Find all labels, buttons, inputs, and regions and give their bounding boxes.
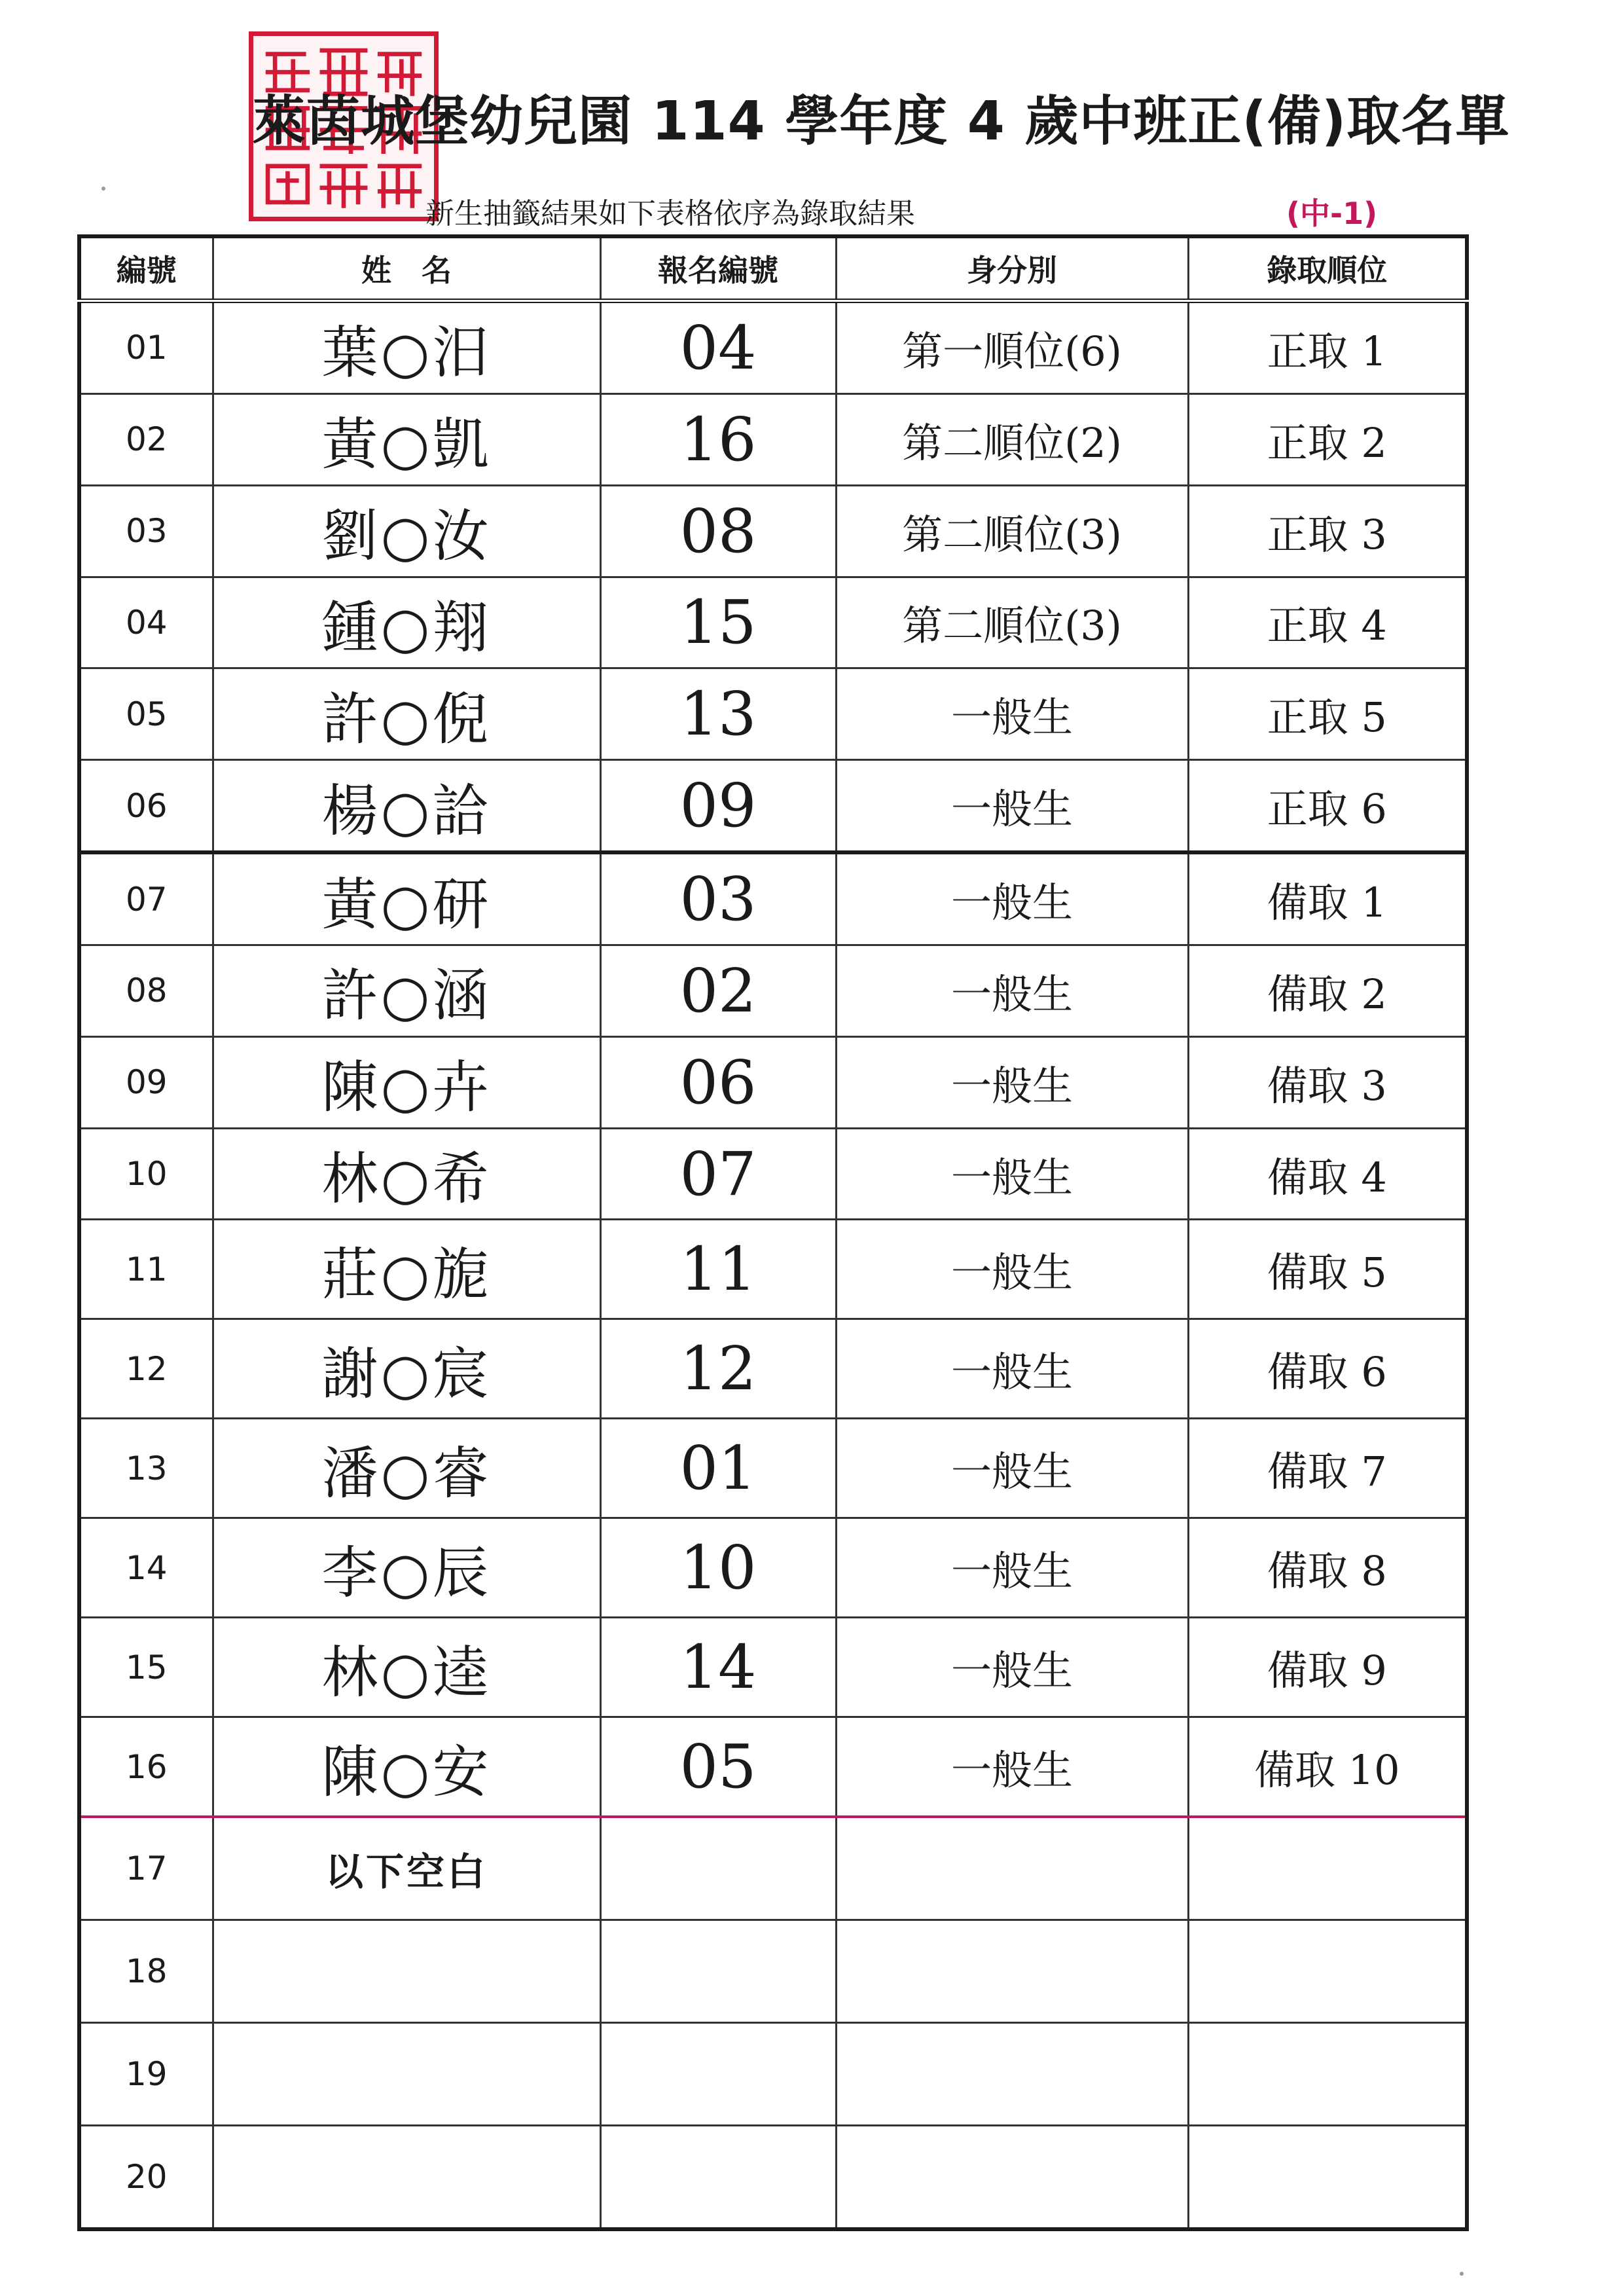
status-category: 一般生: [836, 1419, 1188, 1518]
table-header-row: [79, 236, 1467, 301]
status-category: 一般生: [836, 852, 1188, 945]
admission-rank: 正取 6: [1188, 760, 1467, 852]
student-name: 李○辰: [213, 1518, 600, 1618]
admission-rank: 正取 5: [1188, 668, 1467, 760]
registration-number: 12: [600, 1319, 836, 1419]
student-name: 許○倪: [213, 668, 600, 760]
registration-number: 09: [600, 760, 836, 852]
header-status: 身分別: [836, 236, 1188, 301]
empty-cell: [600, 2125, 836, 2229]
row-number: 16: [79, 1717, 213, 1817]
student-name: 許○涵: [213, 945, 600, 1036]
table-row: [79, 1036, 1467, 1128]
student-name: 林○希: [213, 1128, 600, 1220]
row-number: 05: [79, 668, 213, 760]
row-number: 19: [79, 2022, 213, 2125]
empty-cell: [836, 1920, 1188, 2022]
admission-rank: 備取 2: [1188, 945, 1467, 1036]
page-code: (中-1): [1286, 196, 1378, 231]
empty-cell: [600, 1920, 836, 2022]
empty-cell: [600, 2022, 836, 2125]
empty-cell: [836, 2022, 1188, 2125]
status-category: 一般生: [836, 1036, 1188, 1128]
empty-cell: [600, 1817, 836, 1920]
registration-number: 08: [600, 485, 836, 577]
registration-number: 13: [600, 668, 836, 760]
status-category: 一般生: [836, 668, 1188, 760]
header-registration: 報名編號: [600, 236, 836, 301]
student-name: 劉○汝: [213, 485, 600, 577]
empty-cell: [1188, 1817, 1467, 1920]
registration-number: 11: [600, 1220, 836, 1319]
row-number: 17: [79, 1817, 213, 1920]
status-category: 一般生: [836, 945, 1188, 1036]
table-row: [79, 668, 1467, 760]
admission-rank: 備取 9: [1188, 1618, 1467, 1717]
status-category: 一般生: [836, 1128, 1188, 1220]
registration-number: 04: [600, 301, 836, 394]
admission-rank: 正取 1: [1188, 301, 1467, 394]
admission-rank: 備取 6: [1188, 1319, 1467, 1419]
student-name: 潘○睿: [213, 1419, 600, 1518]
status-category: 第一順位(6): [836, 301, 1188, 394]
registration-number: 05: [600, 1717, 836, 1817]
blank-table-row: [79, 1817, 1467, 1920]
header-number: 編號: [79, 236, 213, 301]
table-row: [79, 301, 1467, 394]
table-row: [79, 1128, 1467, 1220]
student-name: 林○逵: [213, 1618, 600, 1717]
header-rank: 錄取順位: [1188, 236, 1467, 301]
table-row: [79, 485, 1467, 577]
admission-rank: 備取 7: [1188, 1419, 1467, 1518]
row-number: 06: [79, 760, 213, 852]
admission-rank: 正取 4: [1188, 577, 1467, 668]
blank-table-row: [79, 1920, 1467, 2022]
status-category: 第二順位(2): [836, 393, 1188, 485]
registration-number: 15: [600, 577, 836, 668]
status-category: 一般生: [836, 1618, 1188, 1717]
row-number: 01: [79, 301, 213, 394]
table-row: [79, 760, 1467, 852]
admission-rank: 正取 3: [1188, 485, 1467, 577]
document-subtitle: 新生抽籤結果如下表格依序為錄取結果: [425, 197, 915, 230]
registration-number: 03: [600, 852, 836, 945]
student-name: 謝○宸: [213, 1319, 600, 1419]
table-row: [79, 577, 1467, 668]
status-category: 一般生: [836, 1319, 1188, 1419]
table-row: [79, 1618, 1467, 1717]
table-row: [79, 1518, 1467, 1618]
row-number: 03: [79, 485, 213, 577]
table-row: [79, 945, 1467, 1036]
row-number: 14: [79, 1518, 213, 1618]
scan-speck: [1460, 2272, 1464, 2276]
admission-rank: 正取 2: [1188, 393, 1467, 485]
document-title: 萊茵城堡幼兒園 114 學年度 4 歲中班正(備)取名單: [252, 90, 1510, 153]
empty-cell: [213, 1920, 600, 2022]
row-number: 04: [79, 577, 213, 668]
registration-number: 06: [600, 1036, 836, 1128]
row-number: 20: [79, 2125, 213, 2229]
admission-roster-table: [77, 234, 1469, 2231]
row-number: 15: [79, 1618, 213, 1717]
admission-rank: 備取 5: [1188, 1220, 1467, 1319]
table-row: [79, 1220, 1467, 1319]
student-name: 楊○詥: [213, 760, 600, 852]
row-number: 12: [79, 1319, 213, 1419]
empty-cell: [1188, 2125, 1467, 2229]
status-category: 一般生: [836, 1518, 1188, 1618]
empty-cell: [1188, 2022, 1467, 2125]
row-number: 10: [79, 1128, 213, 1220]
admission-rank: 備取 10: [1188, 1717, 1467, 1817]
status-category: 一般生: [836, 1717, 1188, 1817]
row-number: 02: [79, 393, 213, 485]
row-number: 08: [79, 945, 213, 1036]
student-name: 黃○研: [213, 852, 600, 945]
admission-rank: 備取 1: [1188, 852, 1467, 945]
table-row: [79, 852, 1467, 945]
admission-rank: 備取 4: [1188, 1128, 1467, 1220]
registration-number: 10: [600, 1518, 836, 1618]
student-name: 鍾○翔: [213, 577, 600, 668]
student-name: 黃○凱: [213, 393, 600, 485]
student-name: 葉○汨: [213, 301, 600, 394]
row-number: 11: [79, 1220, 213, 1319]
registration-number: 14: [600, 1618, 836, 1717]
empty-cell: [213, 2022, 600, 2125]
table-row: [79, 1419, 1467, 1518]
registration-number: 01: [600, 1419, 836, 1518]
blank-below-label: 以下空白: [213, 1817, 600, 1920]
empty-cell: [213, 2125, 600, 2229]
status-category: 第二順位(3): [836, 485, 1188, 577]
row-number: 09: [79, 1036, 213, 1128]
row-number: 13: [79, 1419, 213, 1518]
blank-table-row: [79, 2022, 1467, 2125]
registration-number: 07: [600, 1128, 836, 1220]
admission-rank: 備取 3: [1188, 1036, 1467, 1128]
scan-speck: [101, 187, 105, 191]
row-number: 07: [79, 852, 213, 945]
admission-rank: 備取 8: [1188, 1518, 1467, 1618]
table-row: [79, 393, 1467, 485]
registration-number: 16: [600, 393, 836, 485]
status-category: 一般生: [836, 760, 1188, 852]
student-name: 莊○旎: [213, 1220, 600, 1319]
blank-table-row: [79, 2125, 1467, 2229]
empty-cell: [836, 2125, 1188, 2229]
student-name: 陳○安: [213, 1717, 600, 1817]
empty-cell: [1188, 1920, 1467, 2022]
student-name: 陳○卉: [213, 1036, 600, 1128]
row-number: 18: [79, 1920, 213, 2022]
header-name: 姓 名: [213, 236, 600, 301]
status-category: 一般生: [836, 1220, 1188, 1319]
status-category: 第二順位(3): [836, 577, 1188, 668]
registration-number: 02: [600, 945, 836, 1036]
table-row: [79, 1717, 1467, 1817]
empty-cell: [836, 1817, 1188, 1920]
table-row: [79, 1319, 1467, 1419]
